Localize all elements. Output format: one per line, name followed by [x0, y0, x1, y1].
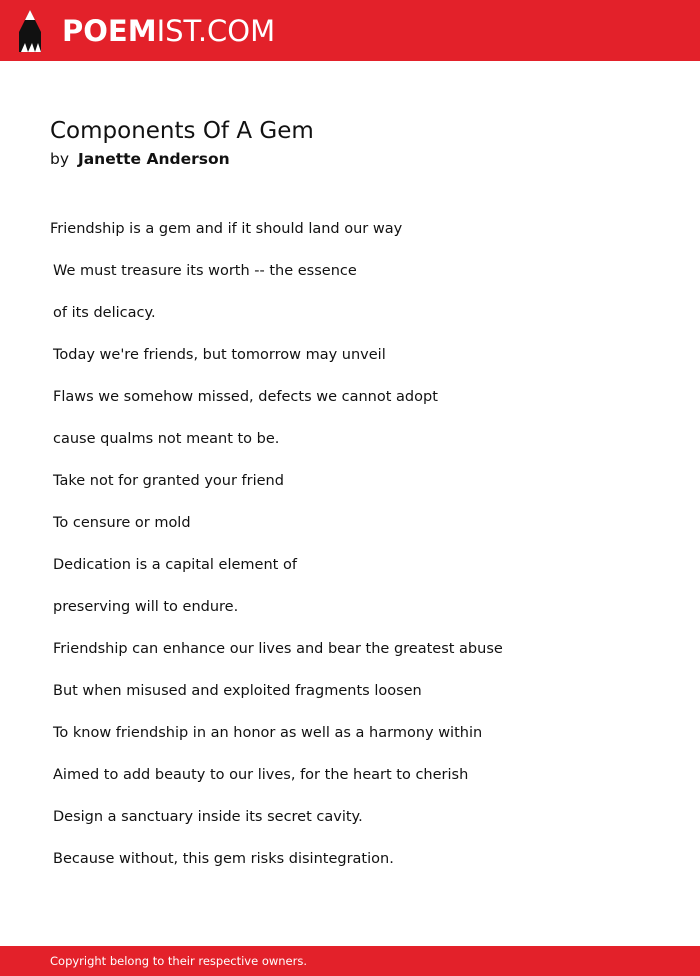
poem-line: Friendship is a gem and if it should land our way [50, 221, 403, 237]
poem-line: To censure or mold [53, 515, 191, 531]
poem-line: Dedication is a capital element of [53, 557, 297, 573]
site-header [0, 0, 700, 61]
poem-line: Aimed to add beauty to our lives, for the heart to cherish [53, 767, 469, 783]
site-logo[interactable] [62, 11, 275, 51]
poem-line: Because without, this gem risks disintegration. [53, 851, 394, 867]
copyright-text: Copyright belong to their respective owners. [50, 954, 308, 968]
poem-line: Take not for granted your friend [53, 473, 284, 489]
poem-body [50, 218, 670, 890]
site-footer [0, 946, 700, 976]
poem-line: To know friendship in an honor as well as a harmony within [53, 725, 483, 741]
poem-line: Today we're friends, but tomorrow may unveil [53, 347, 386, 363]
poem-line: Flaws we somehow missed, defects we cannot adopt [53, 389, 438, 405]
poem-line: Friendship can enhance our lives and bear the greatest abuse [53, 641, 503, 657]
byline [50, 148, 230, 170]
poem-title: Components Of A Gem [50, 118, 314, 144]
poem-line: cause qualms not meant to be. [53, 431, 280, 447]
by-label: by [50, 150, 70, 168]
poem-line: of its delicacy. [53, 305, 156, 321]
logo-light-text: IST.COM [156, 14, 276, 48]
logo-bold-text: POEM [62, 14, 157, 48]
poem-line: preserving will to endure. [53, 599, 239, 615]
poem-line: Design a sanctuary inside its secret cavity. [53, 809, 363, 825]
pencil-icon[interactable] [17, 10, 43, 52]
author-name: Janette Anderson [77, 150, 230, 168]
poem-line: We must treasure its worth -- the essence [53, 263, 357, 279]
poem-line: But when misused and exploited fragments loosen [53, 683, 422, 699]
